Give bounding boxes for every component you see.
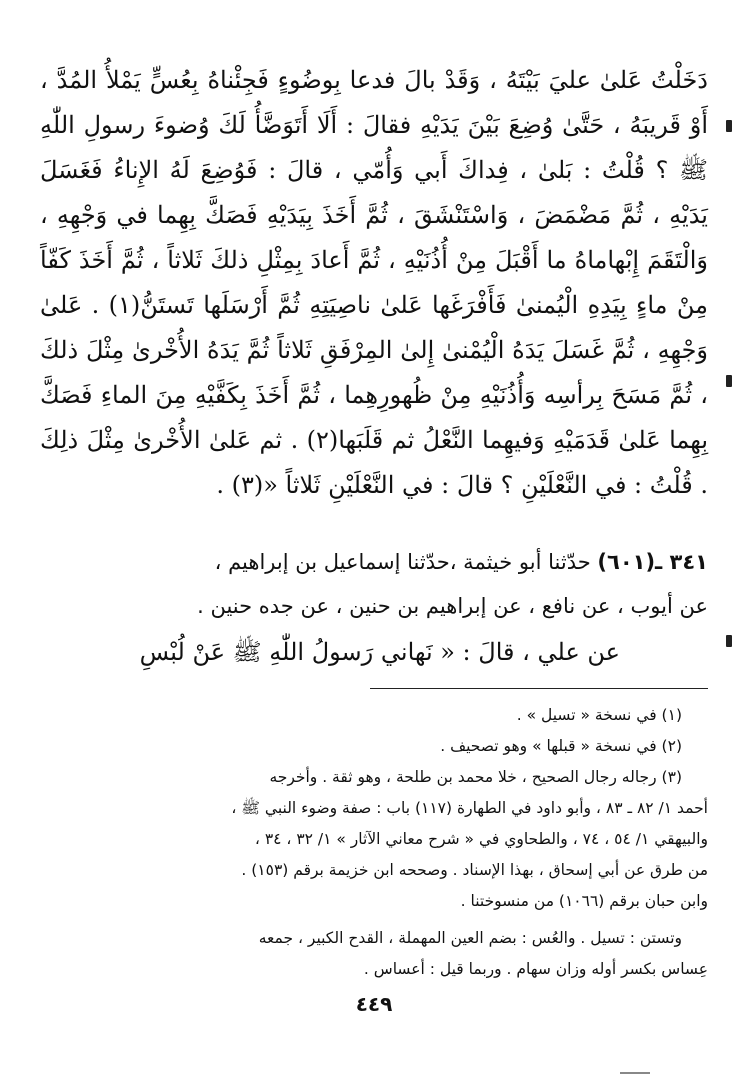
hadith-isnad-block <box>40 540 708 628</box>
footnote-3-line-4: من طرق عن أبي إسحاق ، بهذا الإسناد . وصححه ابن خزيمة برقم (١٥٣) . <box>241 861 708 879</box>
scan-margin-mark <box>726 375 732 387</box>
footnotes-block <box>40 700 708 985</box>
footnote-3-line-2: أحمد ١/ ٨٢ ـ ٨٣ ، وأبو داود في الطهارة (١١٧) باب : صفة وضوء النبي ﷺ ، <box>231 799 708 817</box>
footnote-3-line-5: وابن حبان برقم (١٠٦٦) من منسوختنا . <box>460 892 708 910</box>
footnote-3-line-3: والبيهقي ١/ ٥٤ ، ٧٤ ، والطحاوي في « شرح معاني الآثار » ١/ ٣٢ ، ٣٤ ، <box>254 830 708 848</box>
footnote-gloss-line-2: عِساس بكسر أوله وزان سهام . وربما قيل : أعساس . <box>363 960 708 978</box>
footnote-3: (٣) رجاله رجال الصحيح ، خلا محمد بن طلحة ، وهو ثقة . وأخرجه <box>269 768 682 786</box>
scan-artifact <box>620 1072 650 1074</box>
scan-margin-mark <box>726 120 732 132</box>
scan-margin-mark <box>726 635 732 647</box>
isnad-text-1: حدّثنا أبو خيثمة ،حدّثنا إسماعيل بن إبراهيم ، <box>214 550 591 574</box>
hadith-text-paragraph: دَخَلْتُ عَلىٰ عليَ بَيْتَهُ ، وَقَدْ بالَ فدعا بِوضُوءٍ فَجِئْناهُ بِعُسٍّ يَمْلأُ المُدَّ ، أَوْ قَريبَهُ ، حَتَّىٰ وُضِعَ بَيْنَ يَدَيْهِ فقالَ : أَلَا أَتَوَضَّأُ لَكَ وُضوءَ رسولِ اللّٰهِ ﷺ ؟ قُلْتُ : بَلىٰ ، فِداكَ أَبي وَأُمّي ، قالَ : فَوُضِعَ لَهُ الإِناءُ فَغَسَلَ يَدَيْهِ ، ثُمَّ مَضْمَضَ ، وَاسْتَنْشَقَ ، ثُمَّ أَخَذَ بِيَدَيْهِ فَصَكَّ بِهِما في وَجْهِهِ ، وَالْتَقَمَ إِبْهاماهُ ما أَقْبَلَ مِنْ أُذُنَيْهِ ، ثُمَّ أَعادَ بِمِثْلِ ذلكَ ثَلاثاً ، ثُمَّ أَخَذَ كَفّاً مِنْ ماءٍ بِيَدِهِ الْيُمنىٰ فَأَفْرَغَها عَلىٰ ناصِيَتِهِ ثُمَّ أَرْسَلَها تَستَنُّ(١) . عَلىٰ وَجْهِهِ ، ثُمَّ غَسَلَ يَدَهُ الْيُمْنىٰ إِلىٰ المِرْفَقِ ثَلاثاً ثُمَّ يَدَهُ الأُخْرىٰ مِثْلَ ذلكَ ، ثُمَّ مَسَحَ بِرأسِه وَأُذُنَيْهِ مِنْ ظُهورِهِما ، ثُمَّ أَخَذَ بِكَفَّيْهِ مِنَ الماءِ فَصَكَّ بِهِما عَلىٰ قَدَمَيْهِ وَفيهِما النَّعْلُ ثم قَلَبَها(٢) . ثم عَلىٰ الأُخْرىٰ مِثْلَ ذلِكَ . قُلْتُ : في النَّعْلَيْنِ ؟ قالَ : في النَّعْلَيْنِ ثَلاثاً «(٣) . <box>40 66 709 499</box>
footnote-separator <box>370 688 708 689</box>
page-number: ٤٤٩ <box>355 992 393 1016</box>
hadith-number: ٣٤١ ـ(٦٠١) <box>597 550 708 574</box>
book-page <box>40 40 708 1070</box>
isnad-line-2: عن أيوب ، عن نافع ، عن إبراهيم بن حنين ، عن جده حنين . <box>197 594 708 618</box>
isnad-line-1 <box>40 540 708 584</box>
footnote-1: (١) في نسخة « تسيل » . <box>516 706 682 724</box>
footnote-2: (٢) في نسخة « قبلها » وهو تصحيف . <box>440 737 682 755</box>
hadith-matn-start: عن علي ، قالَ : « نَهاني رَسولُ اللّٰهِ ﷺ عَنْ لُبْسِ <box>139 638 620 666</box>
footnote-gloss-line-1: وتستن : تسيل . والعُس : بضم العين المهملة ، القدح الكبير ، جمعه <box>258 929 682 947</box>
hadith-text-block <box>40 58 708 508</box>
